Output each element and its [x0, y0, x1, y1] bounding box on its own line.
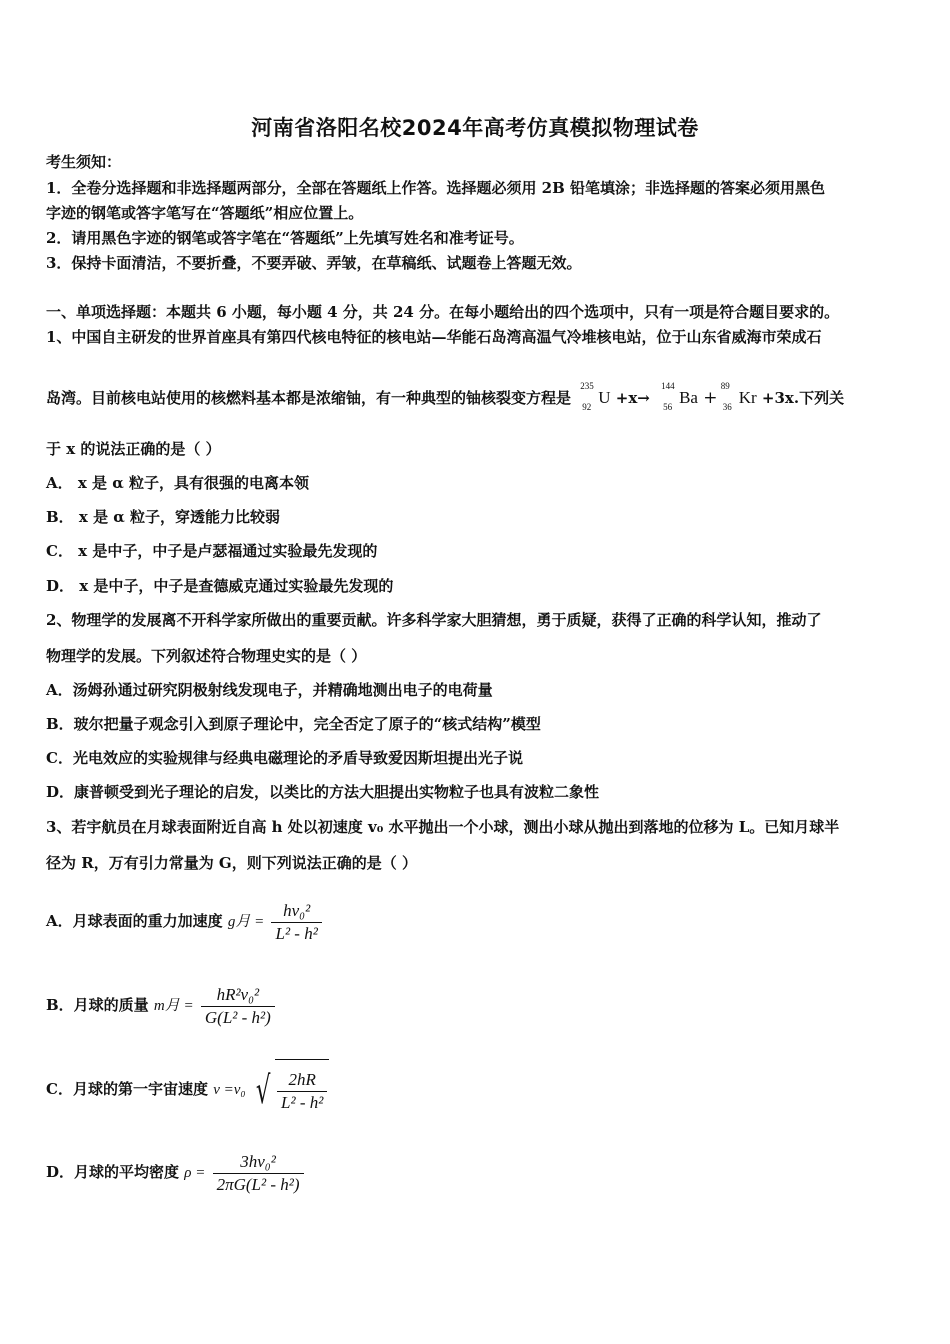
page-title: 河南省洛阳名校2024年高考仿真模拟物理试卷	[251, 116, 699, 140]
eq-plus: +	[703, 388, 718, 408]
element-symbol: Ba	[679, 388, 698, 407]
mass-number: 144	[661, 381, 675, 391]
notice-item-1-line-1: 1．全卷分选择题和非选择题两部分，全部在答题纸上作答。选择题必须用 2B 铅笔填涂；非选择题的答案必须用黑色	[46, 179, 826, 197]
barium-nuclide	[661, 381, 698, 412]
section-heading: 一、单项选择题：本题共 6 小题，每小题 4 分，共 24 分。在每小题给出的四个选项中，只有一项是符合题目要求的。	[46, 303, 840, 321]
q3-option-d	[46, 1143, 908, 1201]
q1-stem-text: 岛湾。目前核电站使用的核燃料基本都是浓缩铀，有一种典型的铀核裂变方程是	[46, 389, 572, 407]
denominator: L² - h²	[271, 922, 321, 945]
formula-lhs: g月 =	[227, 914, 265, 930]
q2-option-b: B．玻尔把量子观念引入到原子理论中，完全否定了原子的“核式结构”模型	[46, 715, 541, 733]
notice-item-3: 3．保持卡面清洁，不要折叠，不要弄破、弄皱，在草稿纸、试题卷上答题无效。	[46, 254, 582, 272]
q3-stem-line-2: 径为 R，万有引力常量为 G，则下列说法正确的是（ ）	[46, 854, 417, 872]
q2-stem-line-1: 2、物理学的发展离不开科学家所做出的重要贡献。许多科学家大胆猜想，勇于质疑，获得了正确的科学认知，推动了	[46, 611, 822, 629]
atomic-number: 36	[722, 402, 732, 412]
atomic-number: 56	[663, 402, 673, 412]
q1-option-d: D． x 是中子，中子是查德威克通过实验最先发现的	[46, 577, 394, 595]
krypton-nuclide	[720, 381, 757, 412]
q2-option-a: A．汤姆孙通过研究阴极射线发现电子，并精确地测出电子的电荷量	[46, 681, 493, 699]
q1-stem-line-1: 1、中国自主研发的世界首座具有第四代核电特征的核电站—华能石岛湾高温气冷堆核电站，位于山东省威海市荣成石	[46, 328, 822, 346]
eq-tail: +3x	[761, 389, 794, 407]
element-symbol: Kr	[738, 388, 757, 407]
formula-lhs: ρ =	[184, 1165, 206, 1181]
q1-stem-line-3: 于 x 的说法正确的是（ ）	[46, 440, 221, 458]
formula-fraction	[201, 984, 275, 1029]
numerator: 3hv₀²	[240, 1151, 276, 1171]
atomic-number: 92	[582, 402, 592, 412]
q1-stem-text-end: .下列关	[793, 389, 845, 407]
notice-item-2: 2．请用黑色字迹的钢笔或答字笔在“答题纸”上先填写姓名和准考证号。	[46, 229, 524, 247]
q2-option-c: C．光电效应的实验规律与经典电磁理论的矛盾导致爱因斯坦提出光子说	[46, 749, 523, 767]
formula-fraction	[213, 1151, 304, 1196]
option-label: C．月球的第一宇宙速度	[46, 1080, 208, 1098]
mass-number: 89	[720, 381, 730, 391]
notice-heading: 考生须知：	[46, 153, 122, 171]
q3-option-b	[46, 976, 908, 1034]
denominator: G(L² - h²)	[201, 1006, 275, 1029]
square-root	[251, 1058, 330, 1122]
q1-option-c: C． x 是中子，中子是卢瑟福通过实验最先发现的	[46, 542, 378, 560]
formula-fraction	[271, 900, 321, 945]
notice-item-1-line-2: 字迹的钢笔或答字笔写在“答题纸”相应位置上。	[46, 204, 364, 222]
numerator: 2hR	[288, 1070, 316, 1090]
q2-option-d: D．康普顿受到光子理论的启发，以类比的方法大胆提出实物粒子也具有波粒二象性	[46, 783, 600, 801]
numerator: hv₀²	[283, 900, 311, 920]
option-label: D．月球的平均密度	[46, 1163, 180, 1181]
q1-option-b: B． x 是 α 粒子，穿透能力比较弱	[46, 508, 281, 526]
mass-number: 235	[580, 381, 594, 391]
denominator: L² - h²	[277, 1091, 327, 1114]
eq-plus-x: +x→	[615, 389, 650, 407]
q1-option-a: A． x 是 α 粒子，具有很强的电离本领	[46, 474, 310, 492]
q3-option-a	[46, 892, 908, 950]
formula-lhs: v =v₀	[213, 1082, 246, 1098]
formula-fraction	[277, 1069, 327, 1114]
denominator: 2πG(L² - h²)	[213, 1173, 304, 1196]
q2-stem-line-2: 物理学的发展。下列叙述符合物理史实的是（ ）	[46, 647, 367, 665]
uranium-nuclide	[580, 381, 611, 412]
q1-stem-line-2	[46, 381, 908, 412]
radical-sign-icon: √	[255, 1068, 271, 1113]
q3-option-c	[46, 1058, 908, 1120]
option-label: A．月球表面的重力加速度	[46, 912, 223, 930]
element-symbol: U	[598, 388, 611, 407]
option-label: B．月球的质量	[46, 996, 149, 1014]
formula-lhs: m月 =	[153, 998, 194, 1014]
q3-stem-line-1: 3、若宇航员在月球表面附近自高 h 处以初速度 v₀ 水平抛出一个小球，测出小球从抛出到落地的位移为 L。已知月球半	[46, 818, 840, 836]
numerator: hR²v₀²	[216, 984, 260, 1004]
